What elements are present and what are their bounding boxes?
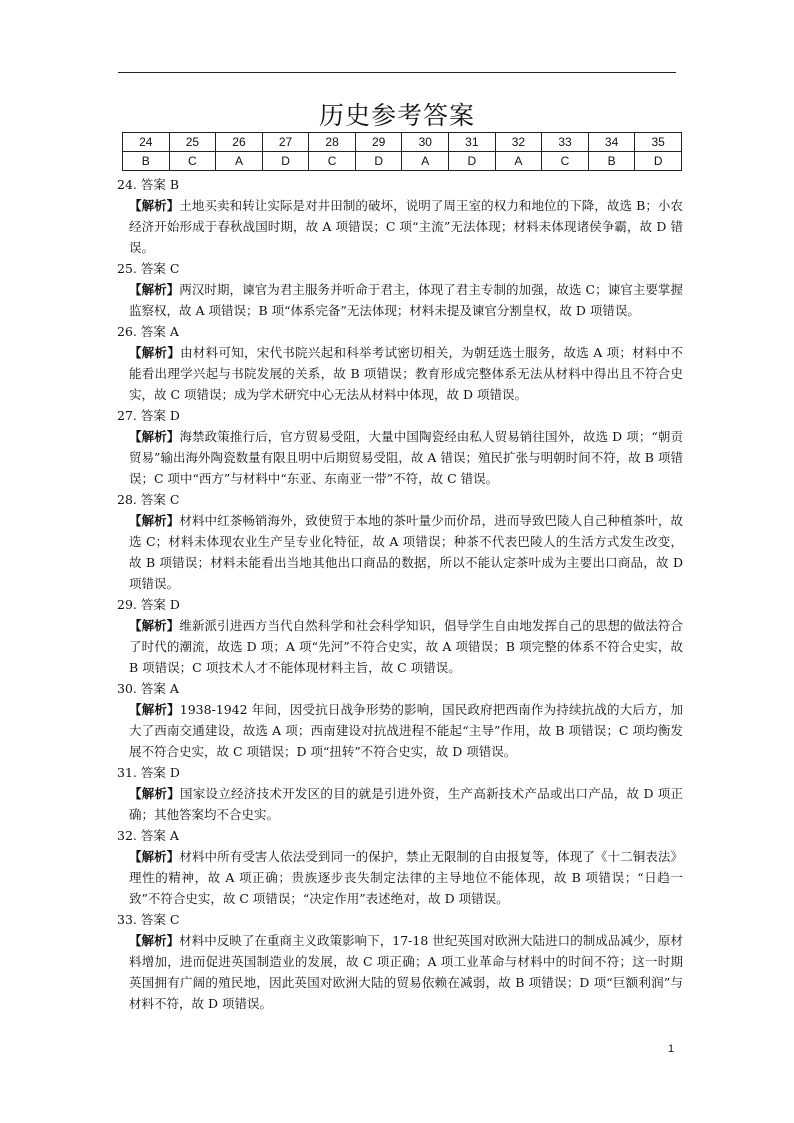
analysis-paragraph <box>129 426 683 489</box>
answer-item-31 <box>117 762 683 825</box>
answer-heading: 30. 答案 A <box>117 681 179 696</box>
answer-item-25 <box>117 258 683 321</box>
analysis-label: 【解析】 <box>129 618 180 633</box>
answer-row <box>123 152 682 171</box>
analysis-text: 材料中红茶畅销海外，致使贸于本地的茶叶量少而价昂，进而导致巴陵人自己种植茶叶，故选 C；材料未体现农业生产呈专业化特征，故 A 项错误；种茶不代表巴陵人的生活方式发生改变，故 B 项错误；材料未能看出当地其他出口商品的数据，所以不能认定茶叶成为主要出口商品，故 D 项错误。 <box>129 513 683 591</box>
analysis-paragraph <box>129 195 683 258</box>
answer-cell: B <box>123 152 170 171</box>
answer-cell: A <box>402 152 449 171</box>
answer-item-28 <box>117 489 683 594</box>
answer-item-29 <box>117 594 683 678</box>
analysis-label: 【解析】 <box>129 702 180 717</box>
question-number-cell: 30 <box>402 133 449 152</box>
header-rule <box>118 72 676 73</box>
question-number-cell: 29 <box>355 133 402 152</box>
analysis-text: 由材料可知，宋代书院兴起和科举考试密切相关，为朝廷选士服务，故选 A 项；材料中不能看出理学兴起与书院发展的关系，故 B 项错误；教育形成完整体系无法从材料中得出且不符合史实，故 C 项错误；成为学术研究中心无法从材料中体现，故 D 项错误。 <box>129 345 683 402</box>
answer-explanations <box>117 174 683 1014</box>
answer-item-24 <box>117 174 683 258</box>
question-number-cell: 31 <box>449 133 496 152</box>
analysis-paragraph <box>129 699 683 762</box>
analysis-text: 维新派引进西方当代自然科学和社会科学知识，倡导学生自由地发挥自己的思想的做法符合了时代的潮流，故选 D 项；A 项“先河”不符合史实，故 A 项错误；B 项完整的体系不符合史实，故 B 项错误；C 项技术人才不能体现材料主旨，故 C 项错误。 <box>129 618 683 675</box>
analysis-paragraph <box>129 279 683 321</box>
question-number-row <box>123 133 682 152</box>
answer-heading: 28. 答案 C <box>117 492 180 507</box>
answer-item-30 <box>117 678 683 762</box>
question-number-cell: 34 <box>588 133 635 152</box>
analysis-label: 【解析】 <box>129 849 180 864</box>
answer-heading: 29. 答案 D <box>117 597 180 612</box>
analysis-label: 【解析】 <box>129 282 180 297</box>
analysis-paragraph <box>129 342 683 405</box>
analysis-text: 材料中反映了在重商主义政策影响下，17-18 世纪英国对欧洲大陆进口的制成品减少，原材料增加，进而促进英国制造业的发展，故 C 项正确；A 项工业革命与材料中的时间不符；这一时期英国拥有广阔的殖民地，因此英国对欧洲大陆的贸易依赖在减弱，故 B 项错误；D 项“巨额利润”与材料不符，故 D 项错误。 <box>129 933 683 1011</box>
analysis-paragraph <box>129 615 683 678</box>
answer-cell: D <box>355 152 402 171</box>
answer-cell: C <box>542 152 589 171</box>
analysis-label: 【解析】 <box>129 345 181 360</box>
answer-cell: A <box>216 152 263 171</box>
page-number: 1 <box>668 1043 675 1055</box>
page-title: 历史参考答案 <box>318 101 475 130</box>
answer-item-33 <box>117 909 683 1014</box>
question-number-cell: 33 <box>542 133 589 152</box>
answer-heading: 24. 答案 B <box>117 177 180 192</box>
answer-item-32 <box>117 825 683 909</box>
answer-cell: A <box>495 152 542 171</box>
analysis-paragraph <box>129 846 683 909</box>
answer-heading: 27. 答案 D <box>117 408 180 423</box>
analysis-label: 【解析】 <box>129 513 180 528</box>
analysis-text: 1938-1942 年间，因受抗日战争形势的影响，国民政府把西南作为持续抗战的大后方，加大了西南交通建设，故选 A 项；西南建设对抗战进程不能起“主导”作用，故 B 项错误；C 项均衡发展不符合史实，故 C 项错误；D 项“扭转”不符合史实，故 D 项错误。 <box>129 702 683 759</box>
analysis-text: 国家设立经济技术开发区的目的就是引进外资，生产高新技术产品或出口产品，故 D 项正确；其他答案均不合史实。 <box>129 786 683 822</box>
answer-heading: 31. 答案 D <box>117 765 180 780</box>
answer-item-27 <box>117 405 683 489</box>
answer-heading: 26. 答案 A <box>117 324 179 339</box>
answer-heading: 25. 答案 C <box>117 261 180 276</box>
answer-cell: D <box>449 152 496 171</box>
question-number-cell: 27 <box>262 133 309 152</box>
analysis-text: 材料中所有受害人依法受到同一的保护，禁止无限制的自由报复等，体现了《十二铜表法》理性的精神，故 A 项正确；贵族逐步丧失制定法律的主导地位不能体现，故 B 项错误；“日趋一致”不符合史实，故 C 项错误；“决定作用”表述绝对，故 D 项错误。 <box>129 849 683 906</box>
analysis-text: 土地买卖和转让实际是对井田制的破坏，说明了周王室的权力和地位的下降，故选 B；小农经济开始形成于春秋战国时期，故 A 项错误；C 项“主流”无法体现；材料未体现诸侯争霸，故 D 错误。 <box>129 198 683 255</box>
question-number-cell: 24 <box>123 133 170 152</box>
question-number-cell: 35 <box>635 133 682 152</box>
analysis-paragraph <box>129 783 683 825</box>
analysis-text: 海禁政策推行后，官方贸易受阻，大量中国陶瓷经由私人贸易销往国外，故选 D 项；“朝贡贸易”输出海外陶瓷数量有限且明中后期贸易受阻，故 A 错误；殖民扩张与明朝时间不符，故 B 项错误；C 项中“西方”与材料中“东亚、东南亚一带”不符，故 C 错误。 <box>129 429 683 486</box>
answer-cell: D <box>635 152 682 171</box>
analysis-label: 【解析】 <box>129 933 180 948</box>
answer-cell: C <box>169 152 216 171</box>
answer-cell: C <box>309 152 356 171</box>
question-number-cell: 28 <box>309 133 356 152</box>
analysis-label: 【解析】 <box>129 198 180 213</box>
question-number-cell: 25 <box>169 133 216 152</box>
answer-cell: B <box>588 152 635 171</box>
analysis-label: 【解析】 <box>129 786 181 801</box>
answer-key-table <box>122 132 682 171</box>
analysis-paragraph <box>129 510 683 594</box>
analysis-paragraph <box>129 930 683 1014</box>
answer-heading: 32. 答案 A <box>117 828 179 843</box>
analysis-text: 两汉时期，谏官为君主服务并听命于君主，体现了君主专制的加强，故选 C；谏官主要掌握监察权，故 A 项错误；B 项“体系完备”无法体现；材料未提及谏官分割皇权，故 D 项错误。 <box>129 282 683 318</box>
analysis-label: 【解析】 <box>129 429 180 444</box>
answer-item-26 <box>117 321 683 405</box>
answer-cell: D <box>262 152 309 171</box>
question-number-cell: 32 <box>495 133 542 152</box>
question-number-cell: 26 <box>216 133 263 152</box>
answer-heading: 33. 答案 C <box>117 912 180 927</box>
